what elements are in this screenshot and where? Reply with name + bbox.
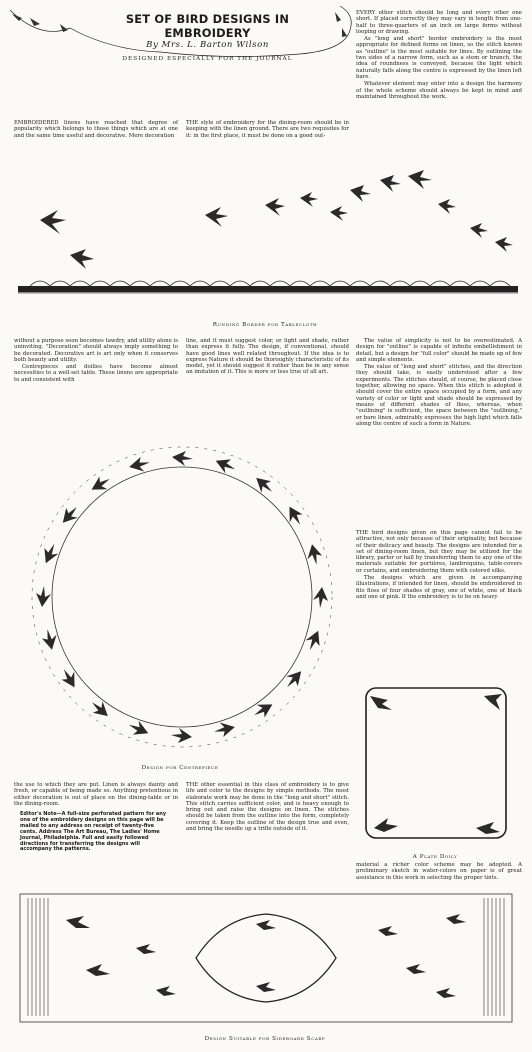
swallow-motif [213,455,238,476]
swallow-motif [36,586,51,607]
intro-left-column [14,120,178,140]
paragraph: THE bird designs given on this page cannot fail to be attractive, not only because of their originality, but because of their delicacy and beauty. The designs are intended for a set of dining-room linen, but they may be utilized for the library, parlor or hall by transferring them to any one of the materials suitable for portières, lambrequins, table-covers or curtains, and embroidering them with colored silks. [356,530,522,574]
caption-running-border: Running Border for Tablecloth [212,322,318,328]
byline: By Mrs. L. Barton Wilson [146,40,269,50]
paragraph: the use to which they are put. Linen is always dainty and fresh, or capable of being made so. Anything pretentious in either decoration is out of place on the dining-table or in the dining-room. [14,782,178,807]
paragraph: line, and it must suggest color, or light and shade, rather than express it fully. The design, if conventional, should have good lines well related throughout. If the idea is to express Nature it should be thoroughly characteristic of its model, yet it should suggest it rather than be in any sense an imitation of it. This is more or less true of all art. [186,338,349,376]
running-border-illustration [0,150,532,310]
swallow-motif [303,542,324,567]
swallow-motif [171,728,192,743]
row3-left-column [14,782,178,808]
sideboard-scarf-illustration [6,890,526,1030]
swallow-motif [126,718,151,739]
editors-note: Editor's Note—A full-size perforated pattern for any one of the embroidery designs on this page will be mailed to any address on receipt of twenty-five cents. Address The Art Bureau, The Ladies' Home Journal, Philadelphia. Full and easily followed directions for transferring the designs will accompany the patterns. [20,811,167,853]
plate-doily-illustration [356,678,516,848]
row2-left-column [14,338,178,384]
paragraph: Centrepieces and doilies have become almost necessities to a well-set table. These linens are appropriate to and consistent with [14,364,178,383]
column-top-right [356,10,522,101]
paragraph: The value of simplicity is not to be overestimated. A design for "outline" is capable of infinite embellishment in detail, but a design for "full color" should be made up of few and simple elements. [356,338,522,363]
swallow-motif [250,697,276,721]
paragraph: without a purpose soon becomes tawdry, and utility alone is uninviting. "Decoration" should always imply something to be decorated. Decorative art is art only when it conserves both beauty and utility. [14,338,178,363]
swallow-motif [127,455,152,476]
paragraph: EMBROIDERED linens have reached that degree of popularity which belongs to those things which are at one and the same time useful and decorative. Mere decoration [14,120,178,139]
designed-line: DESIGNED ESPECIALLY FOR THE JOURNAL [122,56,293,62]
swallow-motif [58,502,82,528]
swallow-motif [88,472,114,496]
intro-middle-column [186,120,349,140]
row2-right-column-lower [356,530,522,601]
swallow-motif [172,451,193,466]
swallow-motif [212,718,237,739]
paragraph: Whatever element may enter into a design the harmony of the whole scheme should always be kept in mind and maintained throughout the work. [356,81,522,100]
caption-sideboard-scarf: Design Suitable for Sideboard Scarf [204,1036,326,1042]
centrepiece-illustration [12,422,352,762]
swallow-motif [87,697,113,721]
paragraph: THE other essential in this class of embroidery is to give life and color to the designs by simple methods. The most elaborate work may be done in the "long and short" stitch. This stitch carries sufficient color, and is heavy enough to bring out and raise the designs on linen. The stitches should be taken from the outline into the form, completely covering it. Keep the outline of the design true and even, and bring the needle up a trifle outside of it. [186,782,349,833]
swallow-motif [313,587,328,608]
row2-right-column [356,338,522,428]
caption-centrepiece: Design for Centrepiece [141,765,219,771]
swallow-motif [57,665,81,691]
row2-middle-column [186,338,349,377]
paragraph: EVERY other stitch should be long and every other one short. If placed correctly they may vary in length from one-half to three-quarters of an inch on large forms without looping or drawing. [356,10,522,35]
paragraph: The designs which are given in accompanying illustrations, if intended for linen, should be embroidered in filo floss of four shades of gray, one of white, one of black and one of pink. If the embroidery is to be on heavy [356,575,522,600]
paragraph: THE style of embroidery for the dining-room should be in keeping with the linen ground. There are two requisites for it: in the first place, it must be done on a good out- [186,120,349,139]
caption-plate-doily: A Plate Doily [412,854,458,860]
article-title: SET OF BIRD DESIGNS IN EMBROIDERY [125,12,290,40]
paragraph: The value of "long and short" stitches, and the direction they should take, is easily understood after a few experiments. The stitches should, of course, be placed close together, allowing no space. When this stitch is adopted it should cover the entire space occupied by a form, and any variety of color or light and shade should be expressed by means of different shades of floss, whereas, when "outlining" is sufficient, the space between the "outlining," or bare linen, admirably expresses the high light which falls along the centre of such a form in Nature. [356,364,522,427]
row3-right-column [356,862,522,882]
swallow-motif [40,541,61,566]
row3-middle-column [186,782,349,833]
paragraph: As "long and short" border embroidery is the most appropriate for defined forms on linen, so the stitch known as "outline" is the most suitable for lines. By outlining the two sides of a narrow form, such as a stem or branch, the idea of roundness is conveyed, because the light which naturally falls along the centre is expressed by the linen left bare. [356,36,522,80]
swallow-motif [251,473,277,497]
swallow-motif [282,666,306,692]
paragraph: material a richer color scheme may be adopted. A preliminary sketch in water-colors on paper is of great assistance in this work in selecting the proper tints. [356,862,522,881]
swallow-motif [282,503,306,529]
swallow-motif [303,628,324,653]
swallow-motif [40,627,61,652]
